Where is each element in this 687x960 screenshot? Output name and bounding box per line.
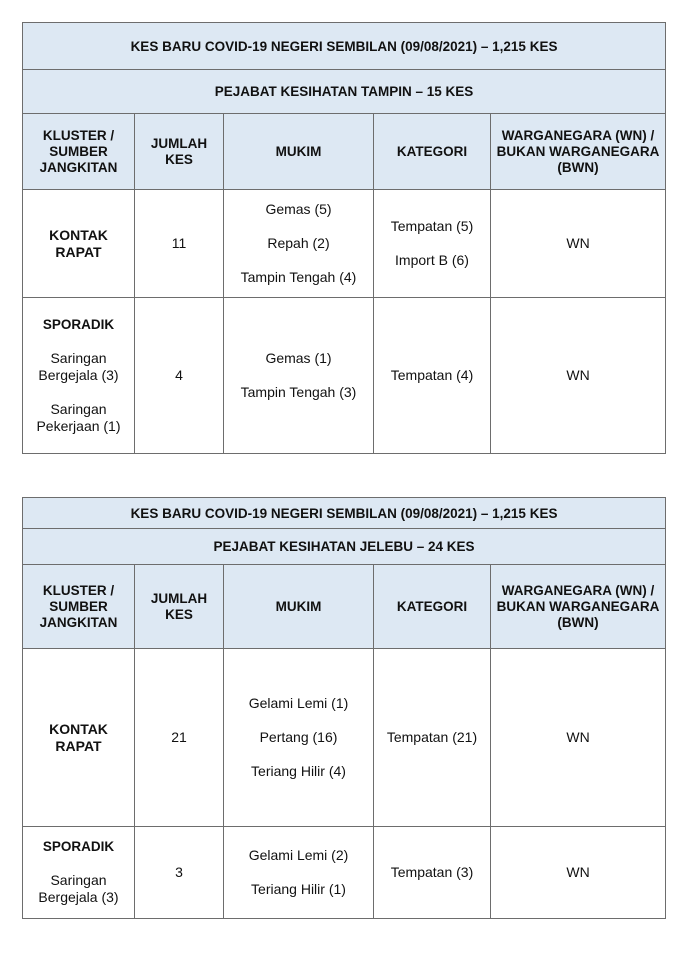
mukim-cell — [224, 827, 374, 919]
mukim-cell — [224, 298, 374, 454]
header-kluster: KLUSTER / SUMBER JANGKITAN — [23, 114, 135, 190]
jumlah-cell: 3 — [135, 827, 224, 919]
kategori-item: Tempatan (21) — [386, 729, 478, 745]
mukim-item: Gelami Lemi (2) — [248, 847, 349, 863]
mukim-item: Gemas (5) — [265, 201, 332, 217]
table-title: KES BARU COVID-19 NEGERI SEMBILAN (09/08/2021) – 1,215 KES — [23, 498, 666, 529]
kategori-cell — [374, 827, 491, 919]
header-mukim: MUKIM — [224, 565, 374, 649]
table-title: KES BARU COVID-19 NEGERI SEMBILAN (09/08/2021) – 1,215 KES — [23, 23, 666, 70]
table-row — [23, 298, 666, 454]
wn-cell: WN — [491, 298, 666, 454]
wn-cell: WN — [491, 827, 666, 919]
mukim-item: Gelami Lemi (1) — [248, 695, 349, 711]
wn-cell: WN — [491, 649, 666, 827]
header-jumlah: JUMLAH KES — [135, 114, 224, 190]
mukim-item: Tampin Tengah (4) — [240, 269, 357, 285]
kategori-cell — [374, 298, 491, 454]
kategori-item: Tempatan (5) — [390, 218, 474, 234]
wn-cell: WN — [491, 190, 666, 298]
jelebu-cases-table — [22, 497, 666, 919]
mukim-item: Teriang Hilir (1) — [251, 881, 346, 897]
table-row — [23, 649, 666, 827]
kluster-label: SPORADIK — [42, 316, 115, 332]
table-row — [23, 190, 666, 298]
mukim-cell — [224, 190, 374, 298]
header-mukim: MUKIM — [224, 114, 374, 190]
kategori-item: Tempatan (4) — [390, 367, 474, 383]
kluster-cell: KONTAK RAPAT — [23, 190, 135, 298]
kluster-label: SPORADIK — [42, 839, 115, 854]
header-jumlah: JUMLAH KES — [135, 565, 224, 649]
kluster-cell — [23, 298, 135, 454]
kluster-sub-item: Saringan Pekerjaan (1) — [36, 400, 121, 434]
kluster-cell: KONTAK RAPAT — [23, 649, 135, 827]
mukim-item: Gemas (1) — [265, 350, 332, 366]
jumlah-cell: 4 — [135, 298, 224, 454]
mukim-item: Teriang Hilir (4) — [251, 763, 346, 779]
kategori-cell — [374, 190, 491, 298]
kluster-sub-item: Saringan Bergejala (3) — [38, 872, 119, 905]
mukim-cell — [224, 649, 374, 827]
jumlah-cell: 21 — [135, 649, 224, 827]
mukim-item: Tampin Tengah (3) — [240, 384, 357, 400]
kategori-cell — [374, 649, 491, 827]
mukim-item: Repah (2) — [267, 235, 330, 251]
table-subtitle: PEJABAT KESIHATAN TAMPIN – 15 KES — [23, 70, 666, 114]
table-row — [23, 827, 666, 919]
header-kluster: KLUSTER / SUMBER JANGKITAN — [23, 565, 135, 649]
kategori-item: Import B (6) — [395, 252, 469, 268]
mukim-item: Pertang (16) — [259, 729, 338, 745]
header-kategori: KATEGORI — [374, 565, 491, 649]
table-subtitle: PEJABAT KESIHATAN JELEBU – 24 KES — [23, 529, 666, 565]
tampin-cases-table — [22, 22, 666, 454]
header-warganegara: WARGANEGARA (WN) / BUKAN WARGANEGARA (BWN) — [491, 114, 666, 190]
header-kategori: KATEGORI — [374, 114, 491, 190]
kluster-cell — [23, 827, 135, 919]
jumlah-cell: 11 — [135, 190, 224, 298]
kategori-item: Tempatan (3) — [390, 864, 474, 880]
kluster-sub-item: Saringan Bergejala (3) — [38, 349, 119, 383]
header-warganegara: WARGANEGARA (WN) / BUKAN WARGANEGARA (BWN) — [491, 565, 666, 649]
